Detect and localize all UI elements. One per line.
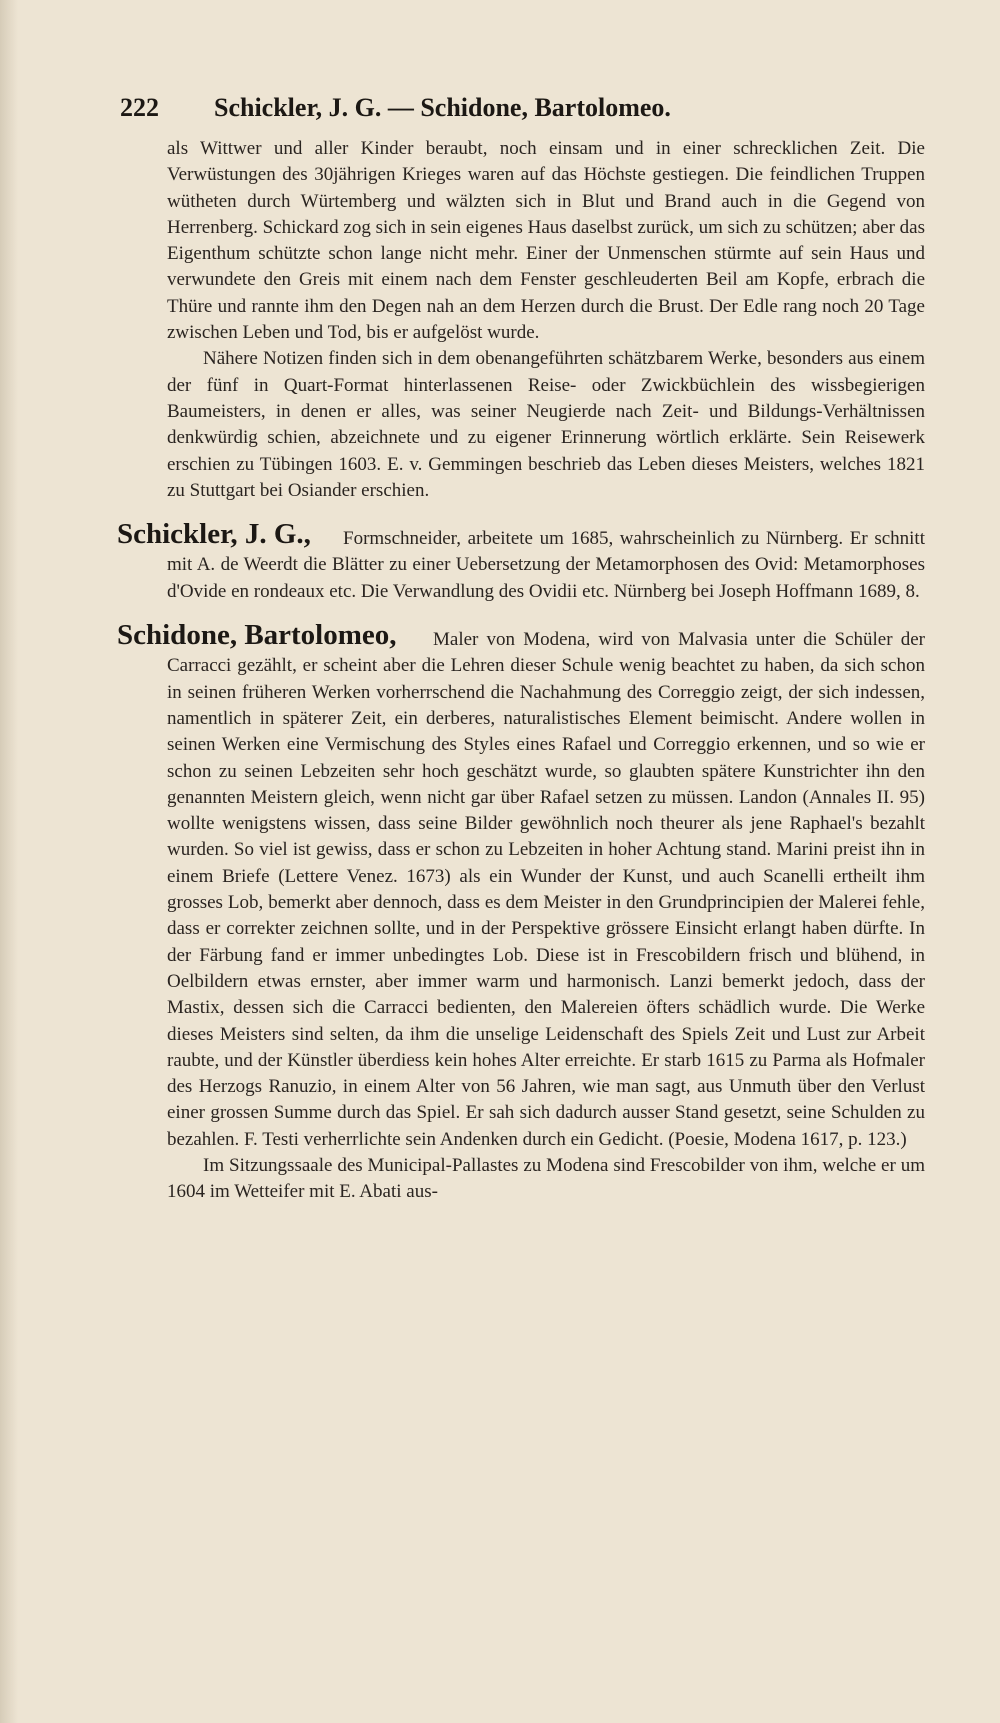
- running-head: Schickler, J. G. — Schidone, Bartolomeo.: [214, 93, 671, 122]
- entry-text-schidone: [167, 627, 925, 1153]
- entry-title-schickler: Schickler, J. G.,: [117, 518, 311, 551]
- notes-paragraph: Nähere Notizen finden sich in dem obenangeführten schätzbarem Werke, besonders aus einem der fünf in Quart-Format hinterlassenen Reise- oder Zwickbüchlein des wissbegierigen Baumeisters, in denen er alles, was seiner Neugierde nach Zeit- und Bildungs-Verhältnissen denkwürdig schien, abzeichnete und zu eigener Erinnerung wörtlich erklärte. Sein Reisewerk erschien zu Tübingen 1603. E. v. Gemmingen beschrieb das Leben dieses Meisters, welches 1821 zu Stuttgart bei Osiander erschien.: [167, 348, 925, 501]
- page-header: [120, 88, 920, 128]
- page-binding-edge: [0, 0, 18, 1723]
- body-text: [117, 136, 925, 1206]
- entry-schickler: [117, 518, 925, 605]
- entry-text-schidone-body: Maler von Modena, wird von Malvasia unter die Schüler der Carracci gezählt, er scheint aber die Lehren dieser Schule wenig beachtet zu haben, da sich schon in seinen früheren Werken vorherrschend die Nachahmung des Correggio zeigt, der sich indessen, namentlich in späterer Zeit, ein derberes, naturalistisches Element beimischt. Andere wollen in seinen Werken eine Vermischung des Styles eines Rafael und Correggio erkennen, und so wie er schon zu seinen Lebzeiten sehr hoch geschätzt wurde, so glaubten spätere Kunstrichter ihn den genannten Meistern gleich, wenn nicht gar über Rafael setzen zu müssen. Landon (Annales II. 95) wollte wenigstens wissen, dass seine Bilder gewöhnlich noch theurer als jene Raphael's bezahlt wurden. So viel ist gewiss, dass er schon zu Lebzeiten in hoher Achtung stand. Marini preist ihn in einem Briefe (Lettere Venez. 1673) als ein Wunder der Kunst, und auch Scanelli ertheilt ihm grosses Lob, bemerkt aber dennoch, dass es dem Meister in den Grundprincipien der Malerei fehle, dass er correkter zeichnen sollte, und in der Perspektive grössere Einsicht erlangt haben dürfte. In der Färbung fand er immer unbedingtes Lob. Diese ist in Frescobildern frisch und blühend, in Oelbildern etwas ernster, aber immer warm und harmonisch. Lanzi bemerkt jedoch, dass der Mastix, dessen sich die Carracci bedienten, den Malereien öfters schädlich wurde. Die Werke dieses Meisters sind selten, da ihm die unselige Leidenschaft des Spiels Zeit und Lust zur Arbeit raubte, und der Künstler überdiess kein hohes Alter erreichte. Er starb 1615 zu Parma als Hofmaler des Herzogs Ranuzio, in einem Alter von 56 Jahren, wie man sagt, aus Unmuth über den Verlust einer grossen Summe durch das Spiel. Er sah sich dadurch ausser Stand gesetzt, seine Schulden zu bezahlen. F. Testi verherrlichte sein Andenken durch ein Gedicht. (Poesie, Modena 1617, p. 123.): [167, 629, 925, 1150]
- entry-text-schickler-body: Formschneider, arbeitete um 1685, wahrscheinlich zu Nürnberg. Er schnitt mit A. de Weerdt die Blätter zu einer Uebersetzung der Metamorphosen des Ovid: Metamorphoses d'Ovide en rondeaux etc. Die Verwandlung des Ovidii etc. Nürnberg bei Joseph Hoffmann 1689, 8.: [167, 528, 925, 602]
- page-number: 222: [120, 93, 159, 122]
- entry-text-schidone-frescos: Im Sitzungssaale des Municipal-Pallastes zu Modena sind Frescobilder von ihm, welche er um 1604 im Wetteifer mit E. Abati aus-: [167, 1154, 925, 1203]
- entry-title-schidone: Schidone, Bartolomeo,: [117, 619, 397, 652]
- entry-schidone: [117, 619, 925, 1206]
- continuation-paragraph: als Wittwer und aller Kinder beraubt, noch einsam und in einer schrecklichen Zeit. Die Verwüstungen des 30jährigen Krieges waren auf das Höchste gestiegen. Die feindlichen Truppen wütheten durch Würtemberg und wälzten sich in Blut und Brand auch in die Gegend von Herrenberg. Schickard zog sich in sein eigenes Haus daselbst zurück, um sich zu schützen; aber das Eigenthum schützte schon lange nicht mehr. Einer der Unmenschen stürmte auf sein Haus und verwundete den Greis mit einem nach dem Fenster geschleuderten Beil am Kopfe, erbrach die Thüre und rannte ihm den Degen nah an dem Herzen durch die Brust. Der Edle rang noch 20 Tage zwischen Leben und Tod, bis er aufgelöst wurde.: [167, 138, 925, 344]
